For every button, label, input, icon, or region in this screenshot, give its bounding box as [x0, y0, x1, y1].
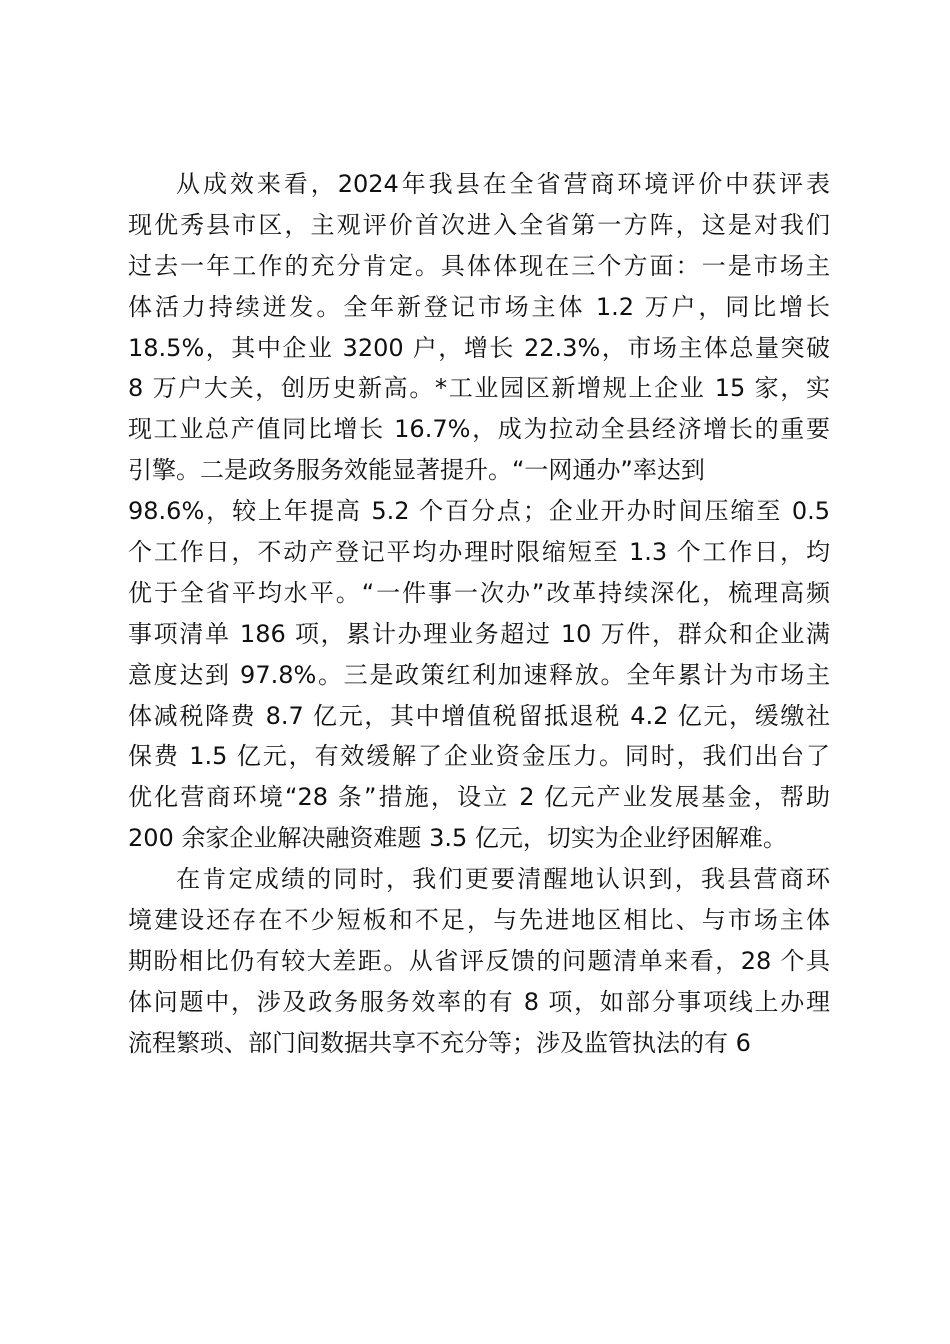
text-line: 保费 1.5 亿元，有效缓解了企业资金压力。同时，我们出台了	[128, 742, 830, 771]
text-line: 现优秀县市区，主观评价首次进入全省第一方阵，这是对我们	[128, 210, 830, 239]
text-line: 过去一年工作的充分肯定。具体体现在三个方面：一是市场主	[128, 251, 830, 280]
text-line: 流程繁琐、部门间数据共享不充分等；涉及监管执法的有 6	[128, 1028, 751, 1057]
text-line: 期盼相比仍有较大差距。从省评反馈的问题清单来看，28 个具	[128, 946, 830, 975]
paragraph-2	[128, 859, 830, 1063]
paragraph-1	[128, 164, 830, 859]
text-line: 98.6%，较上年提高 5.2 个百分点；企业开办时间压缩至 0.5	[128, 497, 830, 526]
text-line: 优于全省平均水平。“一件事一次办”改革持续深化，梳理高频	[128, 578, 830, 607]
text-line: 从成效来看，2024年我县在全省营商环境评价中获评表	[176, 170, 830, 198]
text-line: 200 余家企业解决融资难题 3.5 亿元，切实为企业纾困解难。	[128, 824, 787, 853]
document-body	[128, 164, 830, 1064]
text-line: 引擎。二是政务服务效能显著提升。“一网通办”率达到	[128, 456, 705, 485]
text-line: 18.5%，其中企业 3200 户，增长 22.3%，市场主体总量突破	[128, 333, 830, 362]
text-line: 体问题中，涉及政务服务效率的有 8 项，如部分事项线上办理	[128, 987, 830, 1016]
text-line: 体减税降费 8.7 亿元，其中增值税留抵退税 4.2 亿元，缓缴社	[128, 701, 830, 730]
text-line: 意度达到 97.8%。三是政策红利加速释放。全年累计为市场主	[128, 660, 830, 689]
text-line: 个工作日，不动产登记平均办理时限缩短至 1.3 个工作日，均	[128, 538, 830, 567]
text-line: 事项清单 186 项，累计办理业务超过 10 万件，群众和企业满	[128, 619, 830, 648]
text-line: 境建设还存在不少短板和不足，与先进地区相比、与市场主体	[128, 906, 830, 935]
text-line: 8 万户大关，创历史新高。*工业园区新增规上企业 15 家，实	[128, 374, 830, 403]
text-line: 在肯定成绩的同时，我们更要清醒地认识到，我县营商环	[176, 865, 830, 894]
text-line: 优化营商环境“28 条”措施，设立 2 亿元产业发展基金，帮助	[128, 783, 830, 812]
text-line: 体活力持续迸发。全年新登记市场主体 1.2 万户，同比增长	[128, 292, 830, 321]
text-line: 现工业总产值同比增长 16.7%，成为拉动全县经济增长的重要	[128, 415, 830, 444]
